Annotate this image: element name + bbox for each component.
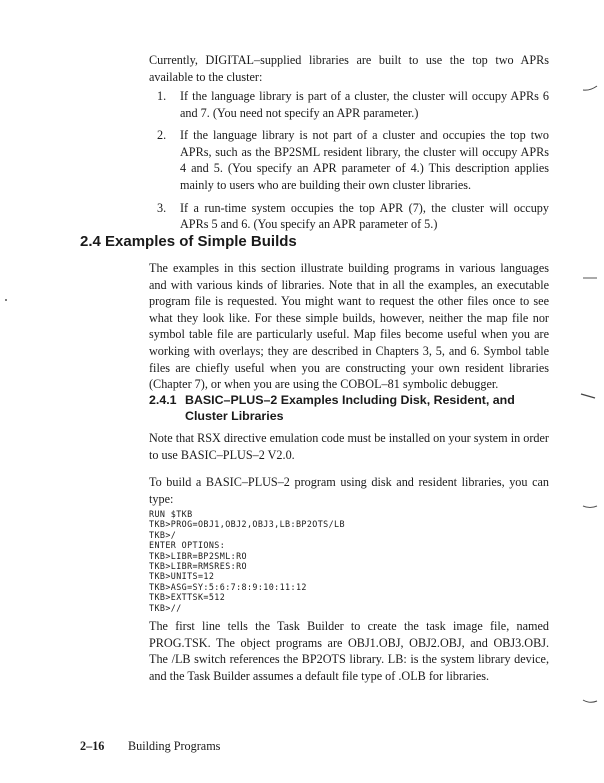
subsection-title-line2: Cluster Libraries (185, 409, 284, 423)
margin-mark (582, 503, 598, 511)
list-text: If the language library is part of a cluster, the cluster will occupy APRs 6 and 7. (You need not specify an APR parameter.) (180, 89, 549, 120)
footer-title: Building Programs (128, 739, 221, 753)
subsection-heading (149, 392, 529, 424)
margin-mark (582, 84, 598, 92)
section-heading: 2.4 Examples of Simple Builds (80, 233, 297, 250)
margin-mark (582, 274, 598, 282)
code-line: TKB>PROG=OBJ1,OBJ2,OBJ3,LB:BP2OTS/LB (149, 519, 345, 530)
subsection-title-line1: BASIC–PLUS–2 Examples Including Disk, Resident, and (185, 393, 515, 407)
code-line: TKB>LIBR=RMSRES:RO (149, 561, 247, 572)
note-paragraph: Note that RSX directive emulation code must be installed on your system in order to use BASIC–PLUS–2 V2.0. (149, 431, 549, 462)
list-number: 2. (157, 128, 167, 143)
code-line: ENTER OPTIONS: (149, 540, 226, 551)
list-text: If the language library is not part of a cluster and occupies the top two APRs, such as the BP2SML resident library, the cluster will occupy APRs 4 and 5. (You specify an APR parameter of 4.) This description applies mainly to users who are building their own cluster libraries. (180, 128, 549, 192)
explanation-paragraph: The first line tells the Task Builder to create the task image file, named PROG.TSK. The object programs are OBJ1.OBJ, OBJ2.OBJ, and OBJ3.OBJ. The /LB switch references the BP2OTS library. LB: is the system library device, and the Task Builder assumes a default file type of .OLB for libraries. (149, 619, 549, 683)
intro-paragraph: Currently, DIGITAL–supplied libraries are built to use the top two APRs available to the cluster: (149, 53, 549, 84)
code-line: TKB>ASG=SY:5:6:7:8:9:10:11:12 (149, 581, 307, 592)
margin-mark (580, 392, 596, 400)
list-item (149, 88, 549, 121)
instruction-paragraph: To build a BASIC–PLUS–2 program using disk and resident libraries, you can type: (149, 475, 549, 506)
list-number: 1. (157, 89, 167, 103)
code-line: TKB>// (149, 602, 182, 613)
list-text: If a run-time system occupies the top APR (7), the cluster will occupy APRs 5 and 6. (You specify an APR parameter of 5.) (180, 200, 549, 232)
code-line: TKB>UNITS=12 (149, 571, 215, 582)
code-line: TKB>LIBR=BP2SML:RO (149, 550, 247, 561)
page-footer (80, 738, 220, 755)
examples-paragraph: The examples in this section illustrate building programs in various languages and with various kinds of libraries. Note that in all the examples, an executable program file is requested. You might want to request the other files once to see what they look like. For these simple builds, however, neither the map file nor symbol table file are particularly useful. Map files become useful when you are working with overlays; they are described in Chapters 3, 5, and 6. Symbol table files are chiefly useful when you are constructing your own resident libraries (Chapter 7), or when you are using the COBOL–81 symbolic debugger. (149, 261, 549, 392)
page-number: 2–16 (80, 739, 105, 753)
apr-list (149, 88, 549, 239)
code-line: TKB>EXTTSK=512 (149, 592, 226, 603)
list-number: 3. (157, 200, 167, 215)
subsection-number: 2.4.1 (149, 393, 177, 407)
list-item (149, 200, 549, 233)
list-item (149, 127, 549, 193)
code-block (149, 509, 529, 613)
scan-dot (5, 299, 7, 301)
code-line: TKB>/ (149, 529, 177, 540)
code-line: RUN $TKB (149, 509, 193, 519)
margin-mark (582, 697, 598, 705)
